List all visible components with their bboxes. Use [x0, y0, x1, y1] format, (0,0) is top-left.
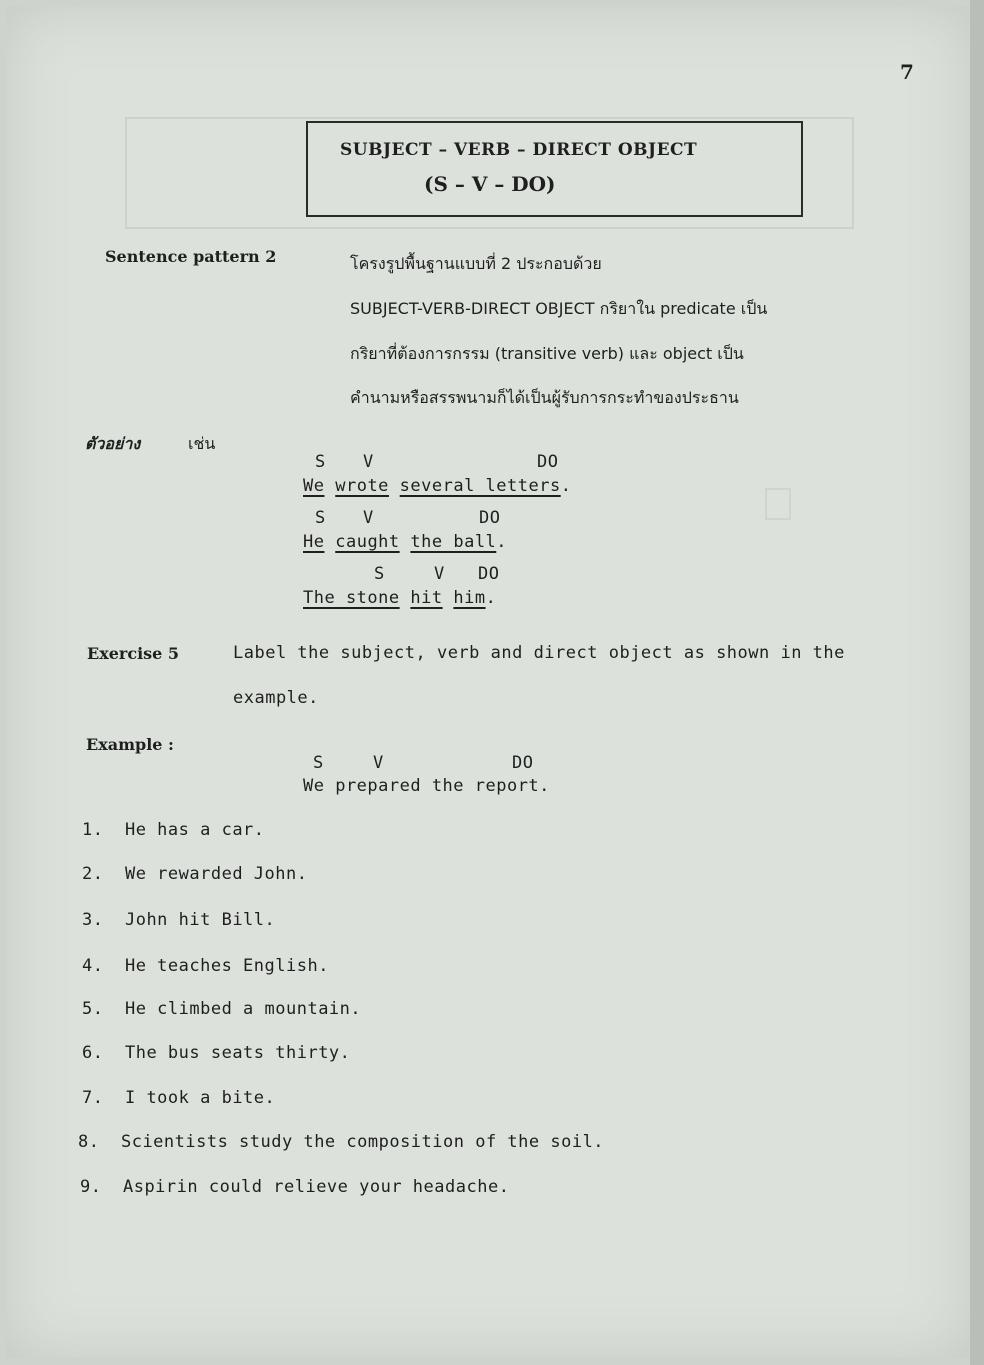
label-s: S — [315, 508, 326, 528]
verb-word: wrote — [335, 476, 389, 496]
label-v: V — [363, 452, 374, 472]
item-text: I took a bite. — [124, 1088, 276, 1108]
item-text: He climbed a mountain. — [124, 999, 362, 1019]
item-text: He has a car. — [124, 820, 265, 840]
object-word: the ball — [410, 532, 497, 552]
subject-word: The stone — [303, 588, 400, 608]
list-item — [82, 956, 329, 976]
period: . — [485, 588, 497, 608]
label-s: S — [315, 452, 326, 472]
page-edge — [970, 0, 984, 1365]
example-sentence-3 — [303, 588, 496, 608]
period: . — [560, 476, 572, 496]
item-text: John hit Bill. — [124, 910, 276, 930]
item-number: 3. — [82, 910, 104, 930]
pattern-line-3: กริยาที่ต้องการกรรม (transitive verb) และ object เป็น — [350, 344, 744, 363]
verb-word: hit — [410, 588, 443, 608]
item-number: 5. — [82, 999, 104, 1019]
list-item — [82, 1043, 350, 1063]
label-v: V — [434, 564, 445, 584]
item-number: 6. — [82, 1043, 104, 1063]
example-label-thai: ตัวอย่าง — [85, 434, 141, 453]
item-text: We rewarded John. — [124, 864, 308, 884]
period: . — [496, 532, 508, 552]
pattern-line-4: คำนามหรือสรรพนามก็ได้เป็นผู้รับการกระทำของประธาน — [350, 388, 739, 407]
subject-word: He — [303, 532, 325, 552]
label-v: V — [363, 508, 374, 528]
list-item — [82, 1088, 275, 1108]
label-s: S — [374, 564, 385, 584]
example-heading: Example : — [86, 735, 174, 754]
label-do: DO — [478, 564, 500, 584]
list-item — [78, 1132, 604, 1152]
subject-word: We — [303, 476, 325, 496]
exercise-instruction-1: Label the subject, verb and direct object as shown in the — [233, 643, 845, 663]
verb-word: caught — [335, 532, 400, 552]
item-text: Aspirin could relieve your headache. — [122, 1177, 510, 1197]
label-do: DO — [537, 452, 559, 472]
exercise-label: Exercise 5 — [87, 644, 180, 663]
pattern-line-2: SUBJECT-VERB-DIRECT OBJECT กริยาใน predicate เป็น — [350, 299, 768, 318]
example-sentence-2 — [303, 532, 507, 552]
item-text: He teaches English. — [124, 956, 329, 976]
item-number: 8. — [78, 1132, 100, 1152]
object-word: him — [453, 588, 486, 608]
item-number: 7. — [82, 1088, 104, 1108]
label-do: DO — [512, 753, 534, 773]
label-v: V — [373, 753, 384, 773]
list-item — [82, 999, 361, 1019]
list-item — [82, 864, 307, 884]
item-number: 4. — [82, 956, 104, 976]
example-sentence-1 — [303, 476, 571, 496]
list-item — [82, 910, 275, 930]
item-text: The bus seats thirty. — [124, 1043, 351, 1063]
list-item — [80, 1177, 509, 1197]
label-s: S — [313, 753, 324, 773]
page-number: 7 — [900, 60, 914, 84]
page-subtitle: (S – V – DO) — [424, 172, 556, 196]
bleed-through-mark — [765, 488, 791, 520]
item-number: 9. — [80, 1177, 102, 1197]
item-text: Scientists study the composition of the soil. — [120, 1132, 605, 1152]
object-word: several letters — [399, 476, 561, 496]
item-number: 2. — [82, 864, 104, 884]
list-item — [82, 820, 265, 840]
page-title: SUBJECT – VERB – DIRECT OBJECT — [340, 140, 698, 160]
exercise-instruction-2: example. — [233, 688, 319, 708]
pattern-label: Sentence pattern 2 — [105, 247, 277, 266]
label-do: DO — [479, 508, 501, 528]
title-box — [306, 121, 803, 217]
example-word-thai: เช่น — [188, 434, 216, 453]
example-sentence: We prepared the report. — [303, 776, 550, 796]
item-number: 1. — [82, 820, 104, 840]
pattern-line-1: โครงรูปพื้นฐานแบบที่ 2 ประกอบด้วย — [350, 254, 602, 273]
